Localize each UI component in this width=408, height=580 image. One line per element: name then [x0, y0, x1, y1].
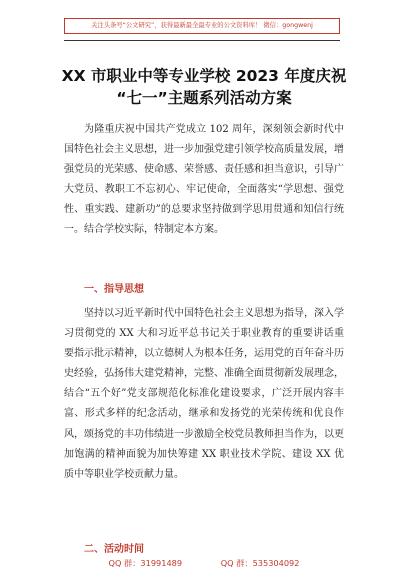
- footer-qq-group-1: QQ 群：31991489: [108, 558, 183, 568]
- section-heading-guiding-ideology: 一、指导思想: [84, 284, 144, 295]
- footer-contact: [0, 558, 408, 569]
- footer-qq-group-2: QQ 群：535304092: [220, 558, 300, 568]
- document-title-line-1: XX 市职业中等专业学校 2023 年度庆祝: [61, 67, 347, 85]
- header-divider: [64, 40, 340, 41]
- promo-banner: 关注头条号“公文研究”，获得最新最全最专业的公文资料库！ 微信：gongwenj: [64, 18, 340, 34]
- intro-paragraph: 为隆重庆祝中国共产党成立 102 周年，深刻领会新时代中国特色社会主义思想，进一步加强党建引领学校高质量发展，增强党员的光荣感、使命感、荣誉感、责任感和担当意识，引导广大党员、教职工不忘初心、牢记使命，全面落实“学思想、强党性、重实践、建新功”的总要求坚持做到学思用贯通和知信行统一。结合学校实际，特制定本方案。: [64, 124, 344, 236]
- guiding-ideology-paragraph: 坚持以习近平新时代中国特色社会主义思想为指导，深入学习贯彻党的 XX 大和习近平总书记关于职业教育的重要讲话重要指示批示精神，以立德树人为根本任务，运用党的百年奋斗历史经验，弘扬伟大建党精神，完整、准确全面贯彻新发展理念，结合“五个好”党支部规范化标准化建设要求，广泛开展内容丰富、形式多样的纪念活动，继承和发扬党的光荣传统和优良作风，颂扬党的丰功伟绩进一步激励全校党员教师担当作为，以更加饱满的精神面貌为加快筹建 XX 职业技术学院、建设 XX 优质中等职业学校贡献力量。: [64, 308, 344, 480]
- section-heading-activity-time: 二、活动时间: [84, 544, 144, 555]
- document-title-line-2: “七一”主题系列活动方案: [116, 89, 292, 107]
